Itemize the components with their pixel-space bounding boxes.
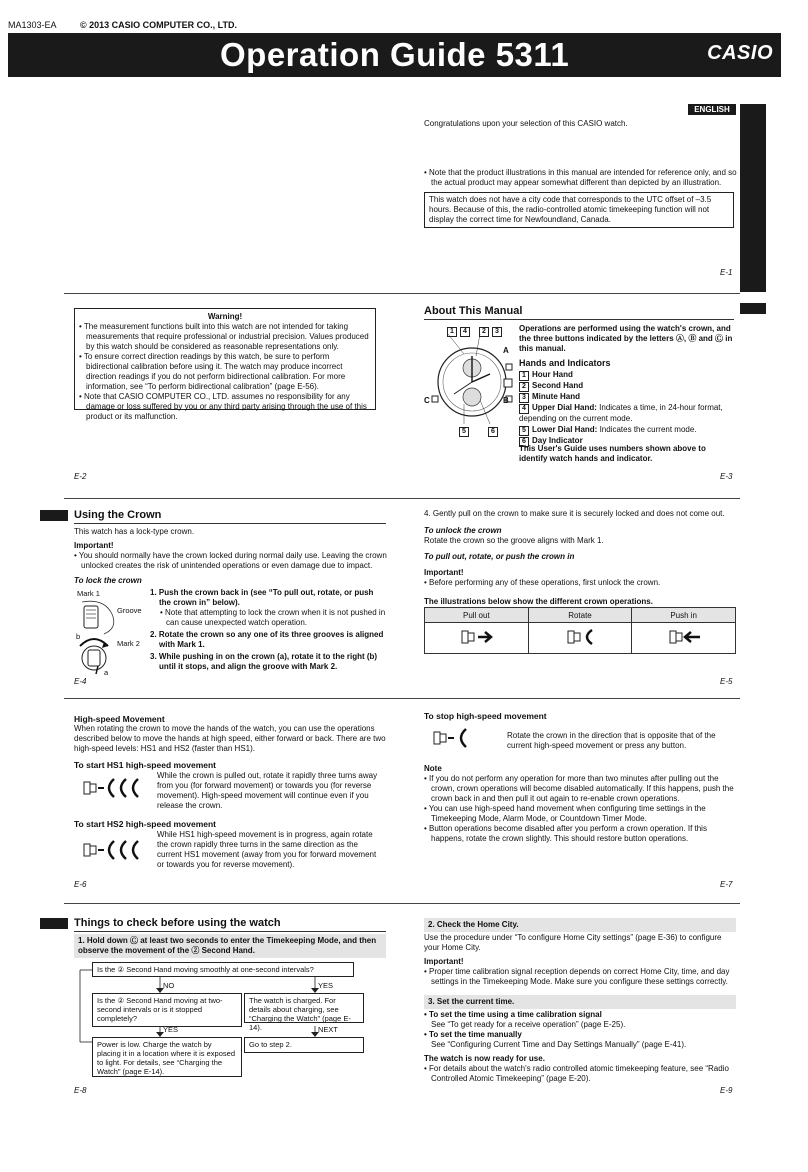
p3-intro: Operations are performed using the watch's crown, and the three buttons indicated by the letters Ⓐ, Ⓑ and Ⓒ in this manual. (519, 324, 733, 353)
p8-step1: 1. Hold down Ⓒ at least two seconds to enter the Timekeeping Mode, and then observe the movement of the ② Second Hand. (74, 934, 386, 958)
page-title: Operation Guide 5311 (220, 36, 570, 73)
fig-b: b (76, 632, 81, 641)
hand-item-2: 2 Second Hand (519, 381, 733, 392)
p5-important: Important! (424, 568, 464, 577)
row-divider-2 (64, 498, 740, 499)
p7-note-1: • If you do not perform any operation for more than two minutes after pulling out the crown, crown operations will become disabled automatically. If this happens, push the crown back in and then pull it out again to re-enable crown operations. (424, 774, 734, 803)
doc-code: MA1303-EA (8, 20, 57, 30)
side-tab-bar (740, 104, 766, 292)
flow-no-label: NO (163, 981, 175, 990)
row-divider-4 (64, 903, 740, 904)
p7-stop-title: To stop high-speed movement (424, 711, 547, 721)
page-number-e1: E-1 (720, 268, 733, 277)
p5-unlock-text: Rotate the crown so the groove aligns with Mark 1. (424, 536, 604, 545)
p7-note: Note (424, 764, 442, 773)
copyright: © 2013 CASIO COMPUTER CO., LTD. (80, 20, 237, 30)
page-number-e8: E-8 (74, 1086, 87, 1095)
fig-label-c: C (424, 396, 430, 405)
p9-b2-title: • To set the time manually (424, 1030, 522, 1039)
push-in-illustration (632, 623, 736, 654)
fig-label-group-top (447, 327, 505, 337)
language-tab: ENGLISH (688, 104, 736, 115)
p9-imp-text: • Proper time calibration signal reception depends on correct Home City, time, and day settings in the Timekeeping Mode. Make sure you configure these settings correctly. (424, 967, 730, 986)
p4-important: Important! (74, 541, 114, 550)
watch-face-illustration (424, 324, 516, 430)
page-number-e2: E-2 (74, 472, 87, 481)
p3-subtitle: Hands and Indicators (519, 358, 611, 368)
col-rotate: Rotate (528, 608, 632, 623)
fig-label-1: 1 (447, 327, 457, 337)
side-tab-p4 (40, 510, 68, 521)
p6-title: High-speed Movement (74, 714, 165, 724)
flow-goto-step2: Go to step 2. (244, 1037, 364, 1053)
p4-imp-text: • You should normally have the crown locked during normal daily use. Leaving the crown unlocked creates the risk of unintended operations or even damage due to impact. (74, 551, 387, 570)
hand-item-3: 3 Minute Hand (519, 392, 733, 403)
warning-bullet-1: • The measurement functions built into this watch are not intended for taking measurements that require professional or industrial precision. Values produced by this watch should be considered as reasonable representations only. (79, 322, 369, 351)
col-pull-out: Pull out (425, 608, 529, 623)
flow-yes2-label: YES (163, 1025, 179, 1034)
p6-hs1-text: While the crown is pulled out, rotate it rapidly three turns away from you (for forward movement) or towards you (for reverse movement). High-speed movement will continue even if you release the crown. (157, 771, 378, 810)
p6-hs2-text: While HS1 high-speed movement is in progress, again rotate the crown rapidly three turns in the same direction as the current HS1 movement (away from you for forward movement or towards you for reverse movement). (157, 830, 377, 869)
hs2-illustration (80, 838, 150, 862)
col-push-in: Push in (632, 608, 736, 623)
page-number-e9: E-9 (720, 1086, 733, 1095)
fig-mark2: Mark 2 (117, 639, 140, 648)
p7-stop-text: Rotate the crown in the direction that is opposite that of the current high-speed movement or press any button. (507, 731, 716, 750)
lock-step-3: 3. While pushing in on the crown (a), rotate it to the right (b) until it stops, and align the groove with Mark 2. (150, 652, 378, 671)
p3-title: About This Manual (424, 305, 523, 317)
warning-title: Warning! (207, 312, 243, 321)
p9-b2-text: See “Configuring Current Time and Day Settings Manually” (page E-41). (431, 1040, 687, 1049)
flow-charged: The watch is charged. For details about charging, see “Charging the Watch” (page E-14). (244, 993, 364, 1023)
p6-intro: When rotating the crown to move the hands of the watch, you can use the operations described below to move the hands at high speed, either forward or back. There are two high-speed levels: HS1 and HS2 (faster than HS1). (74, 724, 386, 753)
p3-title-line (424, 319, 734, 320)
p1-boxed-note: This watch does not have a city code that corresponds to the UTC offset of –3.5 hours. Because of this, the radio-controlled atomic timekeeping function will not display the correct time for Newfoundland, Canada. (424, 192, 734, 228)
fig-label-6: 6 (488, 427, 498, 437)
p4-title-line (74, 523, 386, 524)
lock-step-2: 2. Rotate the crown so any one of its three grooves is aligned with Mark 1. (150, 630, 384, 649)
fig-a: a (104, 668, 109, 677)
row-divider-3 (64, 698, 740, 699)
fig-label-group-bottom (459, 420, 501, 438)
hand-item-6: 6 Day Indicator (519, 436, 733, 447)
p4-title: Using the Crown (74, 509, 162, 521)
p5-table-intro: The illustrations below show the different crown operations. (424, 597, 653, 606)
flow-yes-label: YES (318, 981, 334, 990)
lock-step-1-note: • Note that attempting to lock the crown when it is not pushed in can cause unexpected watch operation. (160, 608, 386, 627)
p3-outro: This User's Guide uses numbers shown above to identify watch hands and indicator. (519, 444, 706, 463)
p9-b1-title: • To set the time using a time calibration signal (424, 1010, 602, 1019)
stop-hs-illustration (430, 726, 474, 750)
lock-steps (150, 588, 386, 672)
p4-intro: This watch has a lock-type crown. (74, 527, 195, 536)
p6-hs1-title: To start HS1 high-speed movement (74, 760, 217, 770)
p9-important: Important! (424, 957, 464, 966)
brand-logo: CASIO (707, 42, 773, 64)
flow-q2: Is the ② Second Hand moving at two-second intervals or is it stopped completely? (92, 993, 242, 1027)
title-banner (8, 33, 781, 77)
p4-lock-title: To lock the crown (74, 576, 142, 585)
hands-list (519, 370, 733, 447)
page-number-e7: E-7 (720, 880, 733, 889)
page-number-e6: E-6 (74, 880, 87, 889)
side-tab-p8 (40, 918, 68, 929)
p7-note-2: • You can use high-speed hand movement when configuring time settings in the Timekeeping Mode, Alarm Mode, or Countdown Timer Mode. (424, 804, 706, 823)
fig-label-a: A (503, 346, 509, 355)
p8-title: Things to check before using the watch (74, 917, 281, 929)
page-number-e5: E-5 (720, 677, 733, 686)
row-divider-1 (64, 293, 740, 294)
p9-step2-text: Use the procedure under “To configure Home City settings” (page E-36) to configure your Home City. (424, 933, 722, 952)
page-number-e3: E-3 (720, 472, 733, 481)
p5-imp-text: • Before performing any of these operations, first unlock the crown. (424, 578, 661, 587)
p9-ready: The watch is now ready for use. (424, 1054, 545, 1063)
p1-note: • Note that the product illustrations in this manual are intended for reference only, and so the actual product may appear somewhat different than depicted by an illustration. (424, 168, 737, 187)
fig-label-2: 2 (479, 327, 489, 337)
p9-step2: 2. Check the Home City. (424, 918, 736, 932)
p9-b1-text: See “To get ready for a receive operation” (page E-25). (431, 1020, 626, 1029)
p8-title-line (74, 931, 386, 932)
fig-label-4: 4 (460, 327, 470, 337)
p6-hs2-title: To start HS2 high-speed movement (74, 819, 217, 829)
page-number-e4: E-4 (74, 677, 87, 686)
p5-step4: 4. Gently pull on the crown to make sure it is securely locked and does not come out. (424, 509, 725, 518)
lock-step-1: 1. Push the crown back in (see “To pull out, rotate, or push the crown in” below). (150, 588, 374, 607)
warning-bullet-3: • Note that CASIO COMPUTER CO., LTD. assumes no responsibility for any damage or loss suffered by you or any third party arising through the use of this product or its malfunction. (79, 392, 367, 421)
fig-label-b: B (503, 396, 509, 405)
rotate-illustration (528, 623, 632, 654)
flow-next-label: NEXT (318, 1025, 339, 1034)
hand-item-5: 5 Lower Dial Hand: Indicates the current mode. (519, 425, 733, 436)
flow-q1: Is the ② Second Hand moving smoothly at one-second intervals? (92, 962, 354, 977)
warning-bullet-2: • To ensure correct direction readings by this watch, be sure to perform bidirectional calibration before using it. The watch may produce incorrect direction readings if you do not perform bidirectional calibration. For more information, see “To perform bidirectional calibration” (page E-56). (79, 352, 346, 391)
side-tab-p3 (740, 303, 766, 314)
hand-item-4: 4 Upper Dial Hand: Indicates a time, in 24-hour format, depending on the current mode. (519, 403, 723, 423)
p9-step3: 3. Set the current time. (424, 995, 736, 1009)
p9-ready-text: • For details about the watch's radio controlled atomic timekeeping feature, see “Radio Controlled Atomic Timekeeping” (page E-20). (424, 1064, 729, 1083)
p1-intro: Congratulations upon your selection of this CASIO watch. (424, 119, 628, 128)
crown-operations-table (424, 607, 736, 654)
pull-out-illustration (425, 623, 529, 654)
p7-note-list (424, 774, 736, 844)
flow-low-power: Power is low. Charge the watch by placing it in a location where it is exposed to light. For details, see “Charging the Watch” (page E-14). (92, 1037, 242, 1077)
p5-pull-title: To pull out, rotate, or push the crown in (424, 552, 575, 561)
fig-label-5: 5 (459, 427, 469, 437)
fig-mark1: Mark 1 (77, 589, 100, 598)
hand-item-1: 1 Hour Hand (519, 370, 733, 381)
p5-unlock-title: To unlock the crown (424, 526, 502, 535)
fig-label-3: 3 (492, 327, 502, 337)
hs1-illustration (80, 776, 150, 800)
warning-box (74, 308, 376, 421)
p7-note-3: • Button operations become disabled after you perform a crown operation. If this happens, rotate the crown slightly. This should restore button operations. (424, 824, 707, 843)
fig-groove: Groove (117, 606, 142, 615)
